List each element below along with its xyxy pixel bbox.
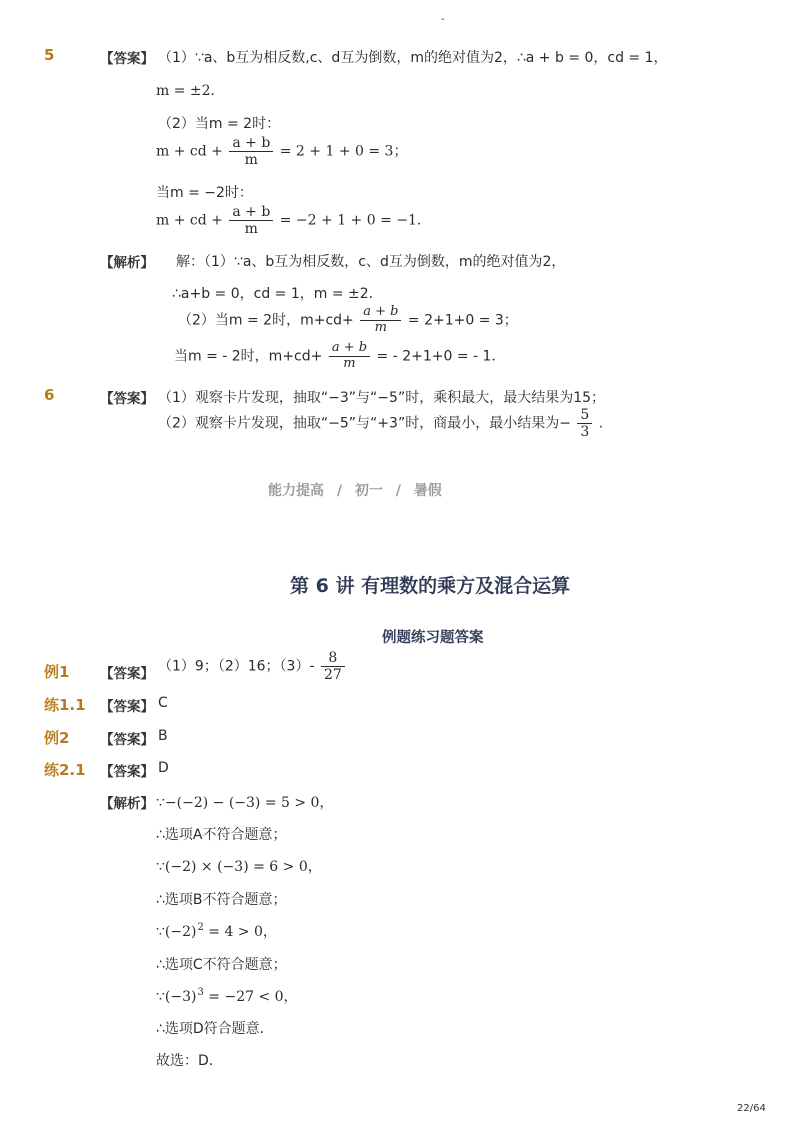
top-mark: - bbox=[441, 14, 445, 25]
ex2-answer: B bbox=[158, 728, 168, 744]
breadcrumb-item: 初一 bbox=[354, 483, 383, 499]
pr21-analysis-line5 bbox=[156, 921, 277, 941]
question-number-6: 6 bbox=[44, 386, 55, 404]
q5-analysis-line3-lhs: （2）当m = 2时，m+cd+ bbox=[178, 312, 354, 329]
q5-line6-rhs: = −2 + 1 + 0 = −1． bbox=[279, 212, 431, 229]
answer-tag: 【答案】 bbox=[100, 764, 154, 780]
pr11-answer: C bbox=[158, 695, 168, 711]
q5-analysis-line4-rhs: = - 2+1+0 = - 1． bbox=[376, 348, 506, 365]
ex1-answer-text: （1）9；（2）16；（3）- bbox=[158, 658, 315, 675]
fraction-denominator: m bbox=[244, 152, 258, 169]
fraction-numerator: a + b bbox=[229, 135, 273, 152]
q5-answer-line4 bbox=[156, 135, 407, 168]
q5-analysis-line2: ∴a+b = 0，cd = 1，m = ±2． bbox=[172, 286, 383, 302]
pr21-a7-lhs: ∵(−3) bbox=[156, 989, 197, 1005]
q5-analysis-line3 bbox=[178, 305, 518, 336]
practice-label-1-1: 练1.1 bbox=[44, 696, 86, 714]
fraction-numerator: a + b bbox=[360, 305, 401, 321]
analysis-tag: 【解析】 bbox=[100, 796, 154, 812]
q6-answer-line1: （1）观察卡片发现，抽取“−3”与“−5”时，乘积最大，最大结果为15； bbox=[158, 390, 606, 406]
fraction-denominator: m bbox=[244, 221, 258, 238]
pr21-a5-lhs: ∵(−2) bbox=[156, 924, 197, 940]
fraction-denominator: 27 bbox=[323, 667, 342, 684]
q5-line4-lhs: m + cd + bbox=[156, 143, 223, 160]
q5-analysis-line1: 解：（1）∵a、b互为相反数，c、d互为倒数，m的绝对值为2， bbox=[176, 254, 566, 270]
fraction-numerator: a + b bbox=[329, 341, 370, 357]
breadcrumb-separator: / bbox=[395, 483, 401, 499]
fraction-numerator: 5 bbox=[577, 407, 592, 424]
q5-analysis-line3-rhs: = 2+1+0 = 3； bbox=[407, 312, 518, 329]
pr21-analysis-line4: ∴选项B不符合题意； bbox=[156, 892, 287, 908]
exponent: 3 bbox=[197, 987, 204, 999]
q5-analysis-line4-lhs: 当m = - 2时，m+cd+ bbox=[174, 348, 323, 365]
pr21-analysis-line6: ∴选项C不符合题意； bbox=[156, 957, 287, 973]
question-number-5: 5 bbox=[44, 46, 55, 64]
pr21-analysis-line7 bbox=[156, 986, 298, 1006]
q5-answer-line1: （1）∵a、b互为相反数,c、d互为倒数，m的绝对值为2，∴a + b = 0，cd = 1， bbox=[158, 50, 668, 66]
fraction-denominator: m bbox=[343, 355, 356, 371]
fraction bbox=[360, 305, 401, 336]
pr21-analysis-line3: ∵(−2) × (−3) = 6 > 0， bbox=[156, 859, 322, 875]
pr21-analysis-line2: ∴选项A不符合题意； bbox=[156, 827, 287, 843]
answer-tag: 【答案】 bbox=[100, 666, 154, 682]
breadcrumb-item: 暑假 bbox=[413, 483, 442, 499]
page-number: 22/64 bbox=[737, 1103, 766, 1114]
q5-analysis-line4 bbox=[174, 341, 505, 372]
answer-tag: 【答案】 bbox=[100, 732, 154, 748]
q5-answer-line5: 当m = −2时： bbox=[156, 185, 253, 201]
example-label-1: 例1 bbox=[44, 663, 70, 681]
q6-line2-rhs: . bbox=[598, 415, 604, 432]
q6-line2-lhs: （2）观察卡片发现，抽取“−5”与“+3”时，商最小，最小结果为− bbox=[158, 415, 571, 432]
analysis-tag: 【解析】 bbox=[100, 255, 154, 271]
q6-answer-line2 bbox=[158, 407, 603, 440]
fraction-denominator: 3 bbox=[580, 424, 590, 441]
exponent: 2 bbox=[197, 922, 204, 934]
footer-breadcrumb bbox=[268, 480, 442, 500]
lesson-title: 第 6 讲 有理数的乘方及混合运算 bbox=[290, 575, 571, 597]
fraction-numerator: 8 bbox=[321, 650, 345, 667]
pr21-analysis-line8: ∴选项D符合题意． bbox=[156, 1021, 274, 1037]
answer-tag: 【答案】 bbox=[100, 391, 154, 407]
pr21-a5-rhs: = 4 > 0， bbox=[203, 924, 277, 940]
q5-line4-rhs: = 2 + 1 + 0 = 3； bbox=[279, 143, 408, 160]
answer-tag: 【答案】 bbox=[100, 699, 154, 715]
fraction bbox=[577, 407, 592, 440]
fraction bbox=[229, 204, 273, 237]
section-title: 例题练习题答案 bbox=[382, 630, 484, 646]
pr21-answer: D bbox=[158, 760, 169, 776]
q5-answer-line3: （2）当m = 2时： bbox=[158, 116, 281, 132]
fraction bbox=[329, 341, 370, 372]
fraction bbox=[321, 650, 345, 683]
breadcrumb-separator: / bbox=[336, 483, 342, 499]
fraction bbox=[229, 135, 273, 168]
fraction-denominator: m bbox=[374, 319, 387, 335]
practice-label-2-1: 练2.1 bbox=[44, 761, 86, 779]
pr21-analysis-line1: ∵−(−2) − (−3) = 5 > 0， bbox=[156, 795, 334, 811]
fraction-numerator: a + b bbox=[229, 204, 273, 221]
breadcrumb-item: 能力提高 bbox=[268, 483, 324, 499]
pr21-a7-rhs: = −27 < 0， bbox=[203, 989, 298, 1005]
q5-answer-line2: m = ±2． bbox=[156, 83, 225, 99]
answer-tag: 【答案】 bbox=[100, 51, 154, 67]
q5-answer-line6 bbox=[156, 204, 431, 237]
example-label-2: 例2 bbox=[44, 729, 70, 747]
pr21-analysis-line9: 故选：D． bbox=[156, 1053, 223, 1069]
ex1-answer bbox=[158, 650, 347, 683]
q5-line6-lhs: m + cd + bbox=[156, 212, 223, 229]
